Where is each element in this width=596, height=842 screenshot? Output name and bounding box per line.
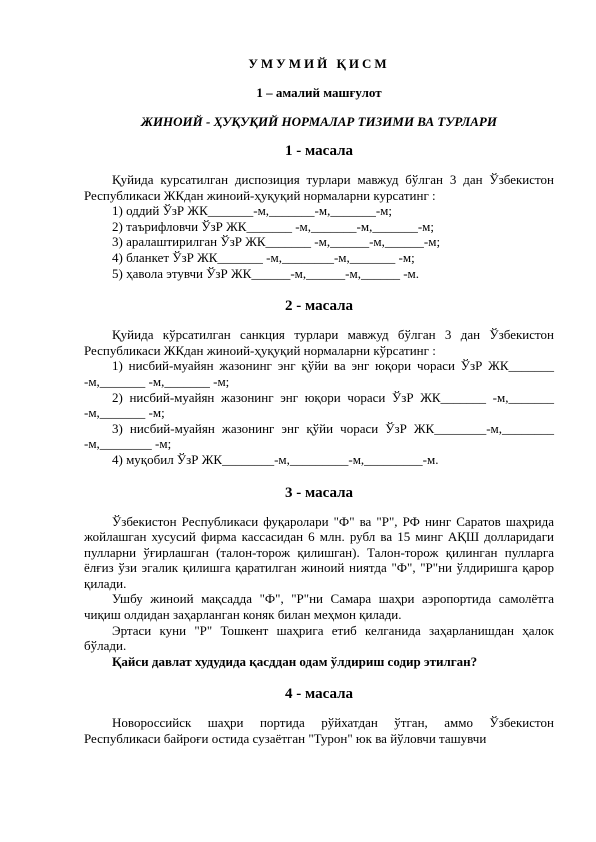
part-heading: УМУМИЙ ҚИСМ: [248, 56, 390, 71]
task-2-item: 2) нисбий-муайян жазонинг энг юқори чораси ЎзР ЖК_______ -м,_______ -м,_______ -м;: [84, 389, 554, 421]
task-4-heading: 4 - масала: [285, 686, 353, 703]
task-1-item: 5) ҳавола этувчи ЎзР ЖК______-м,______-м,______ -м.: [112, 265, 420, 281]
task-3-paragraph: Ўзбекистон Республикаси фуқаролари "Ф" ва "Р", РФ нинг Саратов шаҳрида жойлашган хусусий фирма кассасидан 6 млн. рубл ва 15 минг АҚШ долларидаги пулларни ўғирлашган (талон-торож қилишган). Талон-торож қилинган пулларга ёлғиз ўзи эгалик қилишга қаратилган жиноий ниятда "Ф", "Р"ни ўлдиришга қарор қилади.: [84, 513, 554, 591]
task-2-heading: 2 - масала: [285, 298, 353, 315]
task-1-item: 1) оддий ЎзР ЖК_______-м,_______-м,_______-м;: [112, 203, 393, 219]
task-3-paragraph: Эртаси куни "Р" Тошкент шаҳрига етиб келганида заҳарланишдан ҳалок бўлади.: [84, 622, 554, 654]
task-3-paragraph: Ушбу жиноий мақсадда "Ф", "Р"ни Самара шаҳри аэропортида самолётга чиқиш олдидан заҳарланган коняк билан меҳмон қилади.: [84, 591, 554, 623]
task-1-item: 4) бланкет ЎзР ЖК_______ -м,________-м,_______ -м;: [112, 249, 415, 265]
task-1-intro: Қуйида курсатилган диспозиция турлари мавжуд бўлган 3 дан Ўзбекистон Республикаси ЖКдан жиноий-ҳуқуқий нормаларни курсатинг :: [84, 172, 554, 203]
task-2-item: 1) нисбий-муайян жазонинг энг қўйи ва энг юқори чораси ЎзР ЖК_______ -м,_______ -м,_______ -м;: [84, 358, 554, 389]
task-1-item: 3) аралаштирилган ЎзР ЖК_______ -м,______-м,______-м;: [112, 234, 441, 250]
task-1-item: 2) таърифловчи ЎзР ЖК_______ -м,_______-м,_______-м;: [112, 218, 435, 234]
task-3-heading: 3 - масала: [285, 484, 353, 501]
document-page: [84, 56, 554, 747]
task-1-heading: 1 - масала: [285, 143, 353, 159]
task-2-item: 3) нисбий-муайян жазонинг энг қўйи чораси ЎзР ЖК________-м,________ -м,________ -м;: [84, 420, 554, 452]
task-3-question: Қайси давлат худудида қасддан одам ўлдириш содир этилган?: [112, 653, 478, 669]
topic-title: ЖИНОИЙ - ҲУҚУҚИЙ НОРМАЛАР ТИЗИМИ ВА ТУРЛАРИ: [141, 114, 497, 129]
task-4-paragraph: Новороссийск шаҳри портида рўйхатдан ўтган, аммо Ўзбекистон Республикаси байроғи остида сузаётган "Турон" юк ва йўловчи ташувчи: [84, 715, 554, 747]
lesson-heading: 1 – амалий машғулот: [256, 85, 382, 100]
task-2-intro: Қуйида кўрсатилган санкция турлари мавжуд бўлган 3 дан Ўзбекистон Республикаси ЖКдан жиноий-ҳуқуқий нормаларни кўрсатинг :: [84, 327, 554, 358]
task-2-item: 4) муқобил ЎзР ЖК________-м,_________-м,_________-м.: [112, 451, 439, 467]
